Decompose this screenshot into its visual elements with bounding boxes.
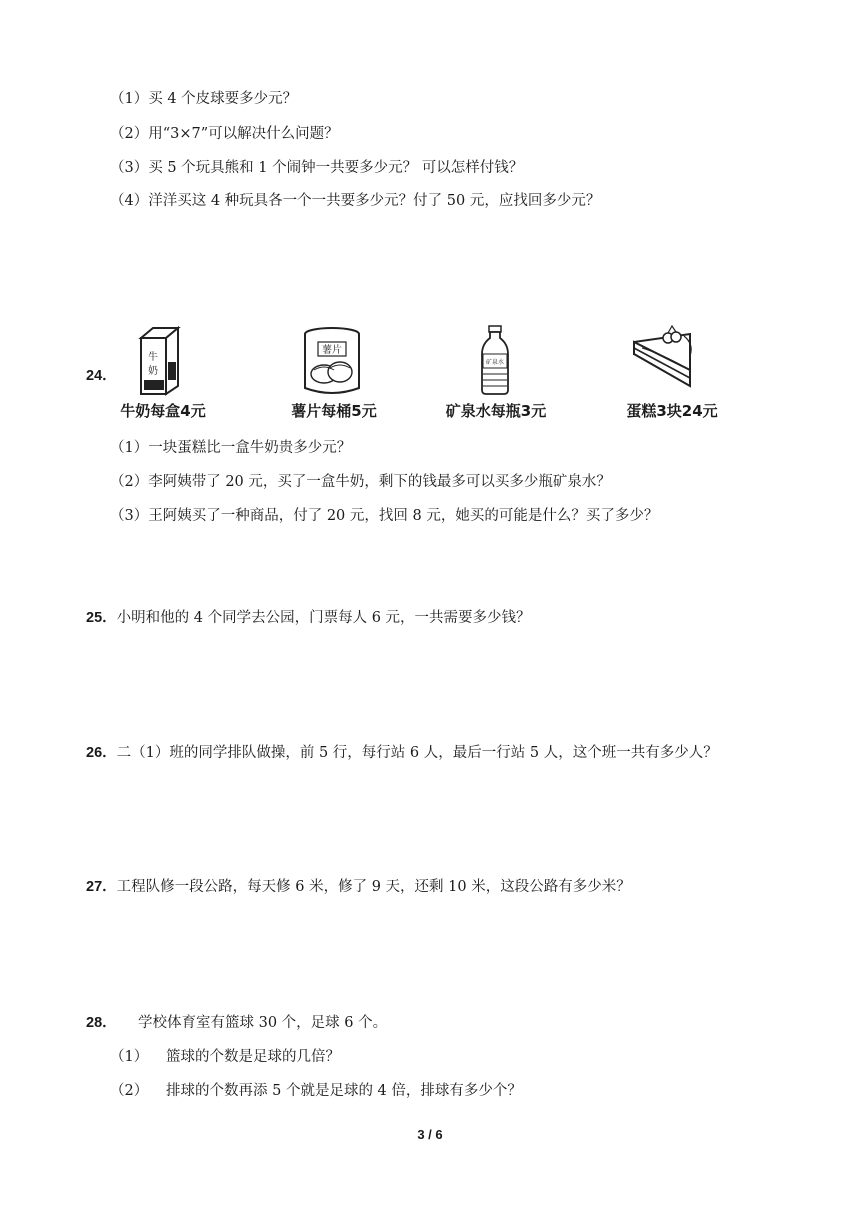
q24-number: 24． — [86, 368, 117, 384]
q28-sub-2-text: 排球的个数再添 5 个就是足球的 4 倍，排球有多少个？ — [166, 1083, 522, 1099]
q23-sub-3: （3）买 5 个玩具熊和 1 个闹钟一共要多少元？ 可以怎样付钱？ — [110, 160, 524, 176]
q28-sub-1-text: 篮球的个数是足球的几倍？ — [166, 1049, 340, 1065]
q28-sub-1-label: （1） — [110, 1049, 149, 1065]
q28-sub-2-label: （2） — [110, 1083, 149, 1099]
q23-sub-1: （1）买 4 个皮球要多少元？ — [110, 91, 298, 107]
q25-text: 小明和他的 4 个同学去公园，门票每人 6 元，一共需要多少钱？ — [116, 610, 531, 626]
svg-text:奶: 奶 — [148, 366, 158, 377]
q26-text: 二（1）班的同学排队做操，前 5 行，每行站 6 人，最后一行站 5 人，这个班一共有多少人？ — [116, 745, 718, 761]
q28-number: 28． — [86, 1015, 117, 1031]
chips-caption: 薯片每桶5元 — [291, 402, 377, 420]
milk-caption: 牛奶每盒4元 — [120, 402, 206, 420]
q25-number: 25． — [86, 610, 117, 626]
q24-sub-1: （1）一块蛋糕比一盒牛奶贵多少元？ — [110, 440, 352, 456]
q26-number: 26． — [86, 745, 117, 761]
water-bottle-icon — [436, 324, 556, 396]
svg-text:矿泉水: 矿泉水 — [485, 359, 505, 366]
milk-carton-icon — [108, 324, 218, 396]
q24-sub-3: （3）王阿姨买了一种商品，付了 20 元，找回 8 元，她买的可能是什么？买了多少？ — [110, 508, 659, 524]
product-chips — [274, 324, 394, 424]
svg-text:牛: 牛 — [148, 352, 158, 363]
q27-text: 工程队修一段公路，每天修 6 米，修了 9 天，还剩 10 米，这段公路有多少米？ — [116, 879, 631, 895]
product-water — [436, 324, 556, 424]
cake-caption: 蛋糕3块24元 — [626, 402, 718, 420]
page-number: 3 / 6 — [417, 1127, 443, 1142]
product-milk — [108, 324, 218, 424]
svg-text:薯片: 薯片 — [322, 345, 342, 356]
q27-number: 27． — [86, 879, 117, 895]
water-caption: 矿泉水每瓶3元 — [445, 402, 547, 420]
q25 — [86, 608, 531, 628]
cake-slice-icon — [612, 324, 732, 396]
chips-can-icon — [274, 324, 394, 396]
q24-sub-2: （2）李阿姨带了 20 元，买了一盒牛奶，剩下的钱最多可以买多少瓶矿泉水？ — [110, 474, 611, 490]
q28-text: 学校体育室有篮球 30 个，足球 6 个。 — [138, 1015, 388, 1031]
q26 — [86, 743, 718, 763]
q23-sub-4: （4）洋洋买这 4 种玩具各一个一共要多少元？付了 50 元，应找回多少元？ — [110, 193, 601, 209]
q23-sub-2: （2）用“3×7”可以解决什么问题？ — [110, 126, 339, 142]
q27 — [86, 877, 631, 897]
product-cake — [612, 324, 732, 424]
